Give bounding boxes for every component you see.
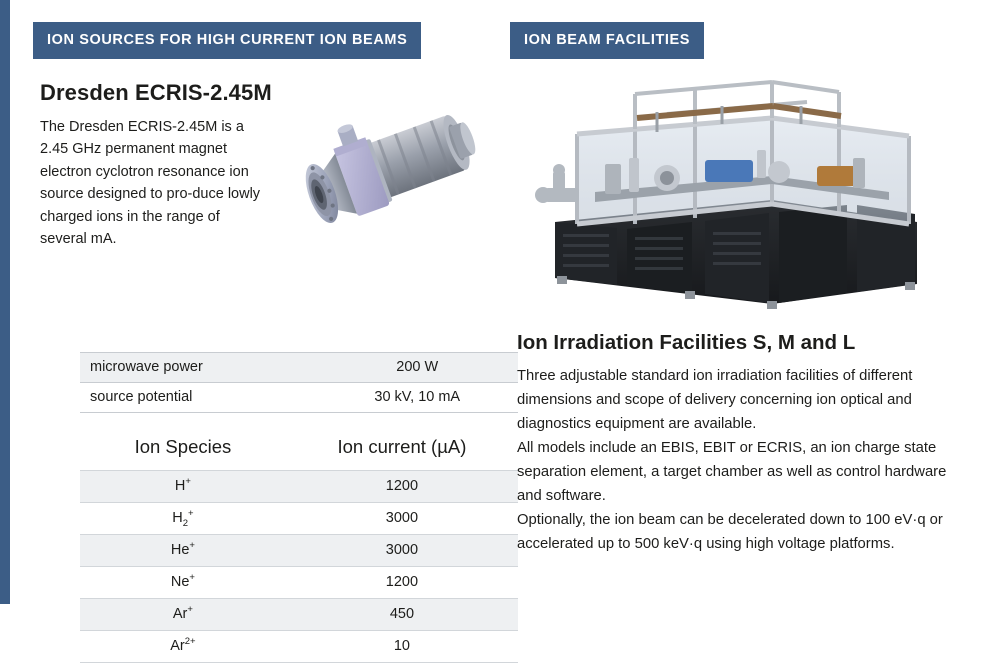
cell-species: Ne+: [80, 567, 286, 599]
right-column: [517, 72, 972, 557]
table-row: [80, 599, 518, 631]
table-row: [80, 383, 518, 413]
left-intro-text: The Dresden ECRIS-2.45M is a 2.45 GHz permanent magnet electron cyclotron resonance ion source designed to pro-duce lowly charged ions in the range of several mA.: [40, 119, 261, 248]
ion-irradiation-facility-image: [517, 72, 957, 322]
cell-current: 10: [286, 631, 518, 663]
cell-species: He+: [80, 535, 286, 567]
table-row: [80, 471, 518, 503]
table-row: [80, 535, 518, 567]
left-section-title: Dresden ECRIS-2.45M: [40, 80, 272, 105]
table-row: [80, 567, 518, 599]
paragraph-models-include: All models include an EBIS, EBIT or ECRIS, an ion charge state separation element, a target chamber as well as control hardware and software.: [517, 439, 947, 504]
section-banner-ion-beam-facilities: ION BEAM FACILITIES: [510, 22, 704, 59]
right-section-title: Ion Irradiation Facilities S, M and L: [517, 331, 856, 354]
cell-species: $Ar^{2+}$: [80, 631, 286, 663]
cell-species: $H_2^+$: [80, 503, 286, 535]
right-body-text: [517, 365, 972, 557]
cell-current: 1200: [286, 567, 518, 599]
table-row: [80, 503, 518, 535]
column-header-ion-current: Ion current (µA): [337, 436, 467, 457]
table-header-row: [80, 432, 518, 471]
column-header-ion-species: Ion Species: [134, 436, 232, 457]
cell-species: H+: [80, 471, 286, 503]
ion-species-table: [80, 432, 518, 663]
cell-current: 3000: [286, 503, 518, 535]
cell-current: 1200: [286, 471, 518, 503]
cell-current: 450: [286, 599, 518, 631]
param-value: 200 W: [317, 353, 518, 383]
param-label: microwave power: [80, 353, 317, 383]
table-row: [80, 631, 518, 663]
section-banner-ion-sources: ION SOURCES FOR HIGH CURRENT ION BEAMS: [33, 22, 421, 59]
table-row: [80, 353, 518, 383]
source-parameters-table: [80, 352, 518, 413]
cell-current: 3000: [286, 535, 518, 567]
dresden-ecris-device-image: [285, 98, 495, 248]
left-accent-bar: [0, 0, 10, 604]
paragraph-beam-energy-options: Optionally, the ion beam can be decelerated down to 100 eV·q or accelerated up to 500 keV·q using high voltage platforms.: [517, 511, 943, 552]
left-column: [40, 80, 480, 654]
paragraph-facilities-overview: Three adjustable standard ion irradiation facilities of different dimensions and scope of delivery concerning ion optical and diagnostics equipment are available.: [517, 368, 913, 432]
cell-species: Ar+: [80, 599, 286, 631]
param-value: 30 kV, 10 mA: [317, 383, 518, 413]
param-label: source potential: [80, 383, 317, 413]
